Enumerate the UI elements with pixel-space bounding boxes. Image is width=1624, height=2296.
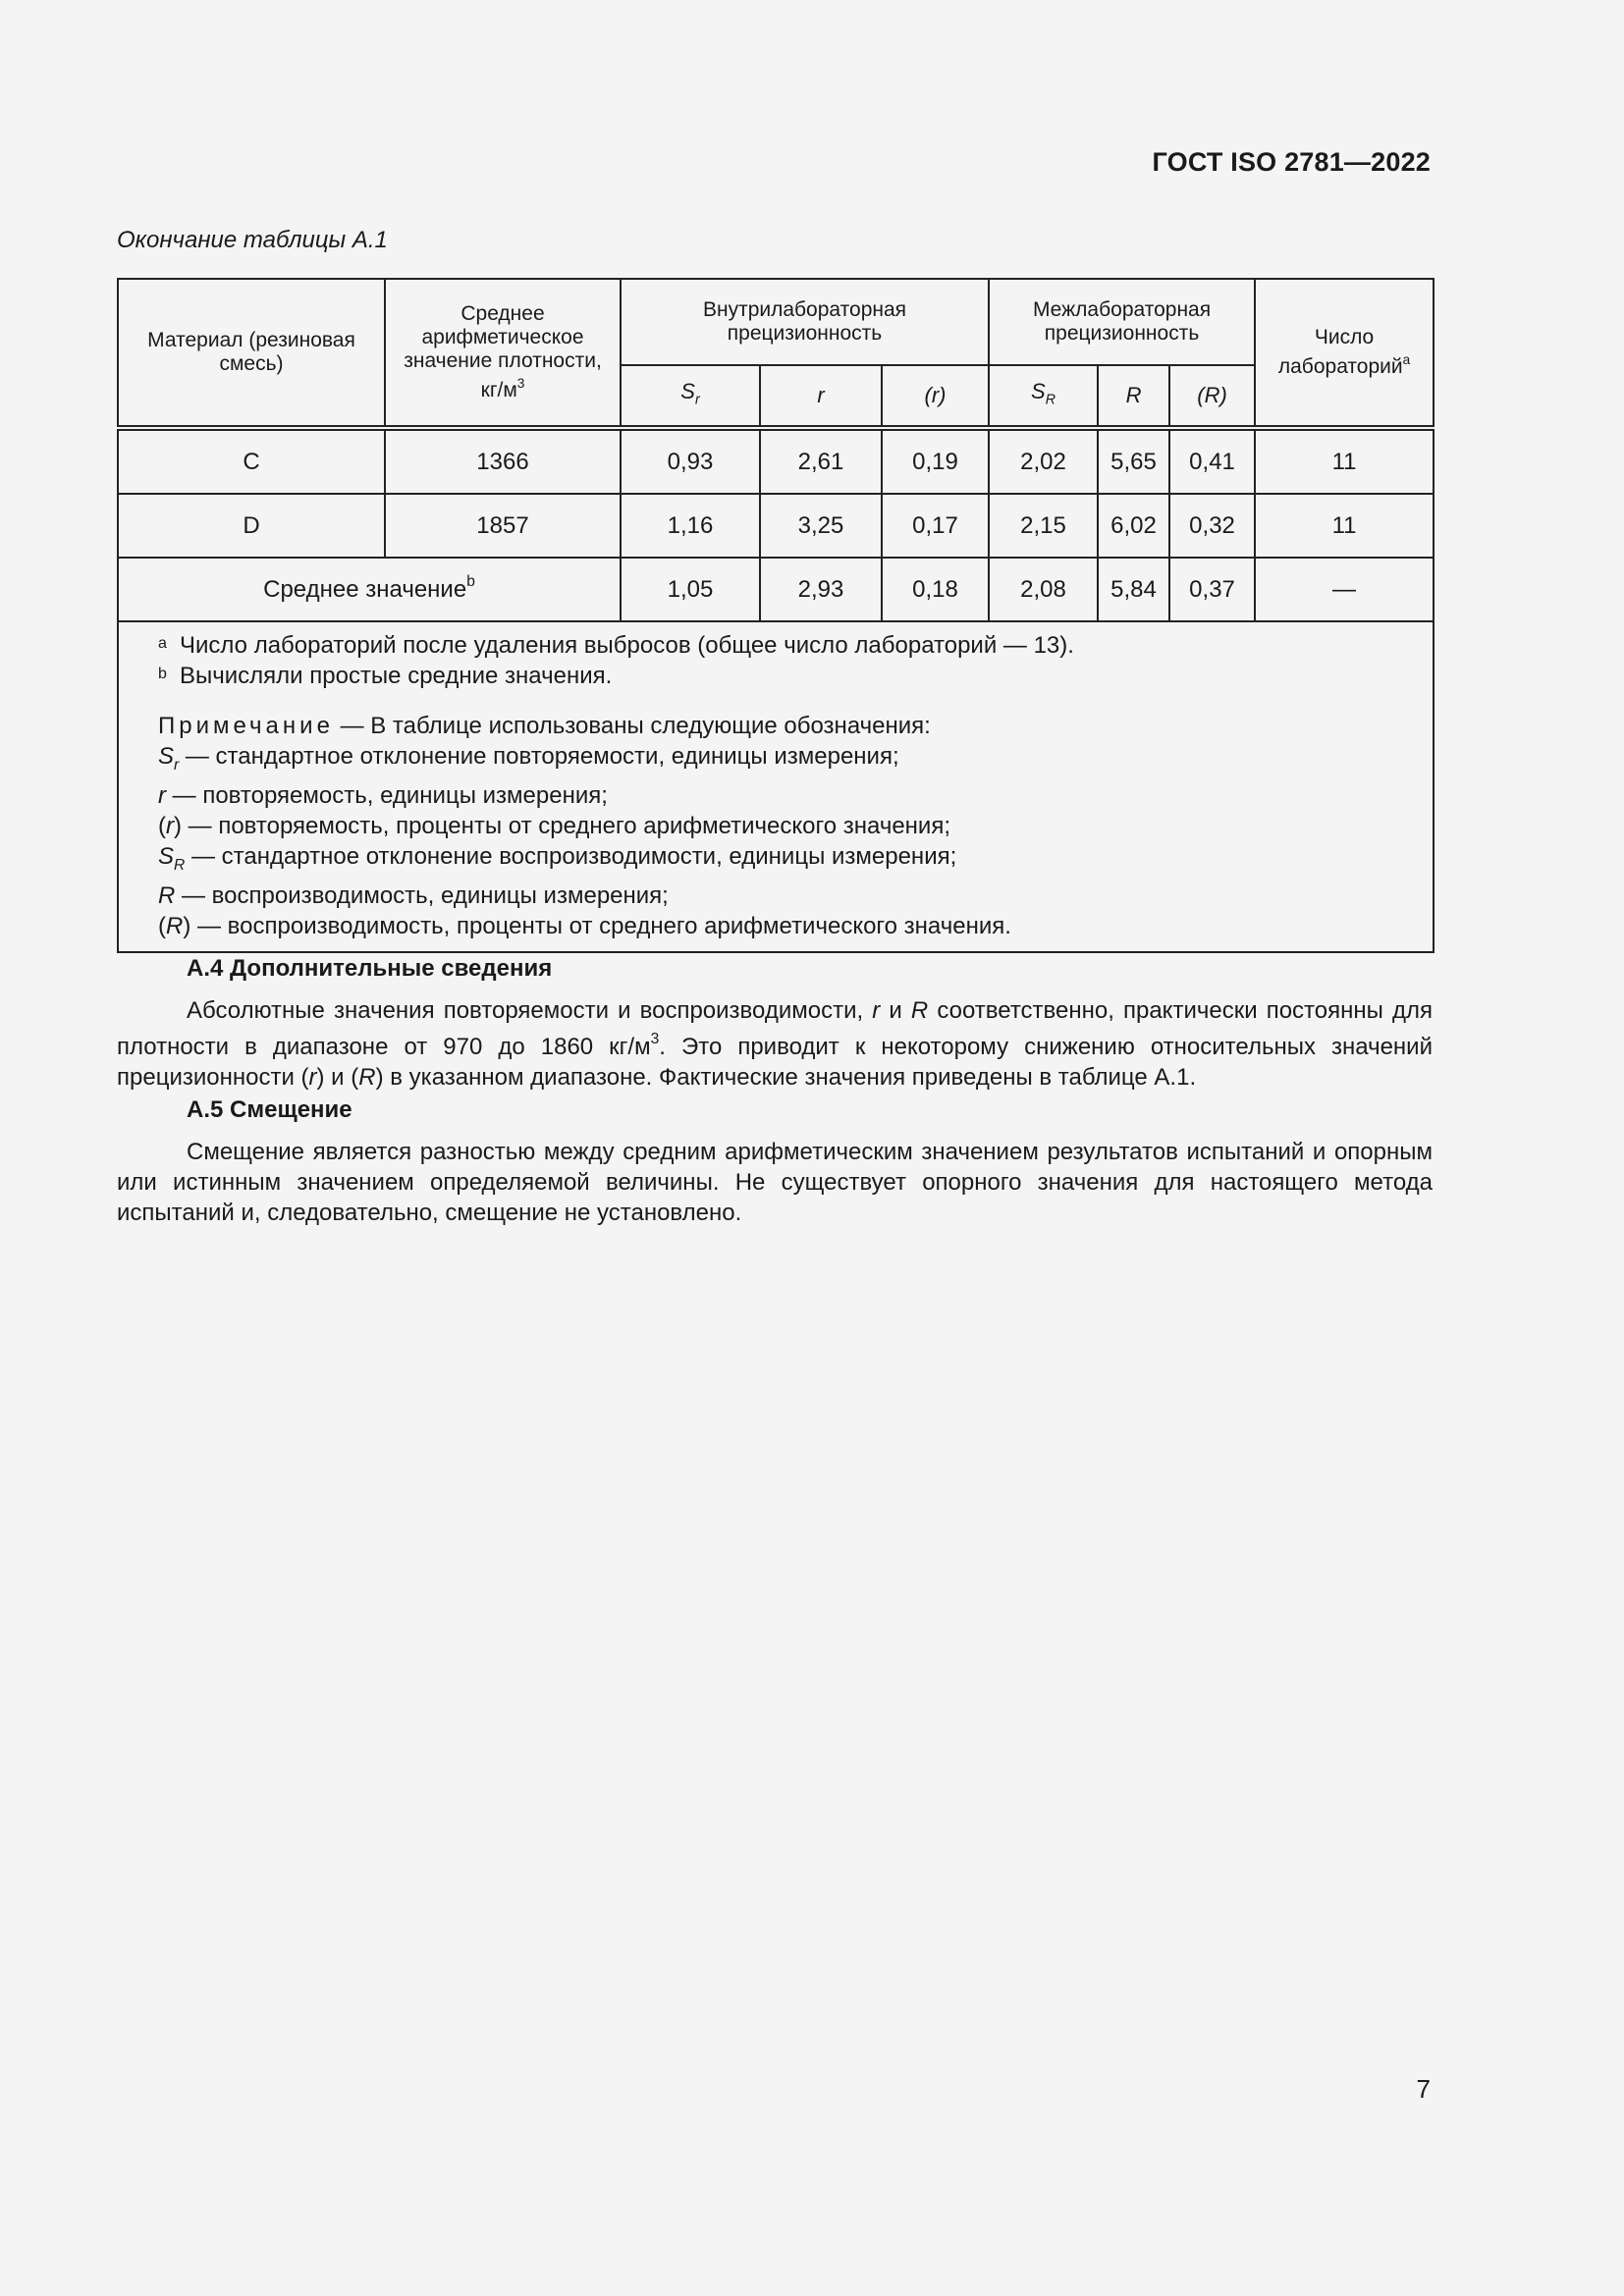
- note-line-r-pct: (r) — повторяемость, проценты от среднего арифметического значения;: [158, 812, 951, 839]
- header-labs: Число лабораторий$^a$: [1255, 279, 1434, 428]
- cell-material: C: [118, 428, 385, 494]
- document-code: ГОСТ ISO 2781—2022: [1152, 147, 1431, 177]
- cell-sr: 0,93: [621, 428, 760, 494]
- section-a4-paragraph: Абсолютные значения повторяемости и воспроизводимости, r и R соответственно, практически постоянны для плотности в диапазоне от 970 до 1860 $кг/м^3$. Это приводит к некоторому снижению относительных значений прецизионности (r) и (R) в указанном диапазоне. Фактические значения приведены в таблице А.1.: [117, 997, 1433, 1091]
- header-sr: $S_r$: [621, 365, 760, 428]
- header-r: r: [760, 365, 882, 428]
- cell-r-pct: 0,19: [882, 428, 989, 494]
- cell-SR: 2,08: [989, 558, 1098, 621]
- cell-R-pct: 0,41: [1169, 428, 1255, 494]
- note-line-R: R — воспроизводимость, единицы измерения;: [158, 881, 669, 909]
- header-r-pct: (r): [882, 365, 989, 428]
- cell-SR: 2,15: [989, 494, 1098, 558]
- table-notes: [118, 621, 1434, 952]
- header-R: R: [1098, 365, 1169, 428]
- header-intralab: Внутрилабораторная прецизионность: [621, 279, 989, 365]
- page-number: 7: [1416, 2074, 1431, 2104]
- cell-mean-label: Среднее значение$^b$: [118, 558, 621, 621]
- note-heading: Примечание — В таблице использованы следующие обозначения:: [158, 713, 931, 739]
- cell-R-pct: 0,32: [1169, 494, 1255, 558]
- header-SR: $S_R$: [989, 365, 1098, 428]
- cell-sr: 1,05: [621, 558, 760, 621]
- cell-labs: —: [1255, 558, 1434, 621]
- cell-R-pct: 0,37: [1169, 558, 1255, 621]
- footnote-a: a Число лабораторий после удаления выбросов (общее число лабораторий — 13).: [158, 632, 1074, 659]
- table-notes-row: [118, 621, 1434, 952]
- section-a5-paragraph: Смещение является разностью между средним арифметическим значением результатов испытаний и опорным или истинным значением определяемой величины. Не существует опорного значения для настоящего метода испытаний и, следовательно, смещение не установлено.: [117, 1139, 1433, 1226]
- cell-labs: 11: [1255, 494, 1434, 558]
- cell-material: D: [118, 494, 385, 558]
- section-a4: [117, 953, 1433, 1093]
- header-R-pct: (R): [1169, 365, 1255, 428]
- cell-R: 5,65: [1098, 428, 1169, 494]
- note-line-R-pct: (R) — воспроизводимость, проценты от среднего арифметического значения.: [158, 912, 1011, 939]
- note-line-r: r — повторяемость, единицы измерения;: [158, 781, 608, 809]
- header-density: Среднее арифметическое значение плотности, $кг/м^3$: [385, 279, 621, 428]
- note-line-sr: $S_r$ — стандартное отклонение повторяемости, единицы измерения;: [158, 743, 899, 774]
- section-a5-title: А.5 Смещение: [187, 1096, 352, 1123]
- header-interlab: Межлабораторная прецизионность: [989, 279, 1255, 365]
- cell-r: 2,61: [760, 428, 882, 494]
- footnote-b: b Вычисляли простые средние значения.: [158, 663, 613, 689]
- table-row: [118, 494, 1434, 558]
- section-a5: [117, 1095, 1433, 1228]
- table-row: [118, 428, 1434, 494]
- precision-table: [117, 278, 1435, 953]
- cell-density: 1366: [385, 428, 621, 494]
- table-caption: Окончание таблицы А.1: [117, 227, 388, 253]
- cell-sr: 1,16: [621, 494, 760, 558]
- section-a4-title: А.4 Дополнительные сведения: [187, 955, 553, 982]
- table-row-mean: [118, 558, 1434, 621]
- cell-R: 5,84: [1098, 558, 1169, 621]
- cell-r-pct: 0,18: [882, 558, 989, 621]
- cell-labs: 11: [1255, 428, 1434, 494]
- cell-SR: 2,02: [989, 428, 1098, 494]
- cell-R: 6,02: [1098, 494, 1169, 558]
- cell-r-pct: 0,17: [882, 494, 989, 558]
- header-material: Материал (резиновая смесь): [118, 279, 385, 428]
- note-line-SR: $S_R$ — стандартное отклонение воспроизводимости, единицы измерения;: [158, 842, 957, 874]
- cell-r: 2,93: [760, 558, 882, 621]
- cell-density: 1857: [385, 494, 621, 558]
- cell-r: 3,25: [760, 494, 882, 558]
